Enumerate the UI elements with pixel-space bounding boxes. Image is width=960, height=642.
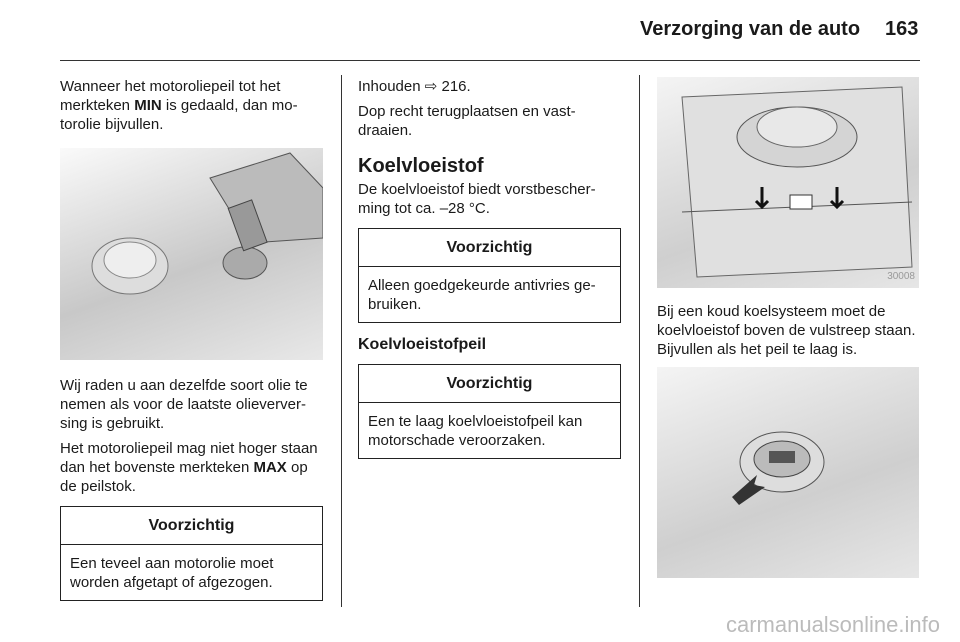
subsection-heading: Koelvloeistofpeil xyxy=(358,336,487,353)
caution-box xyxy=(60,506,323,601)
paragraph: De koelvloeistof biedt vorstbescherming tot ca. –28 °C. xyxy=(358,181,596,217)
paragraph: Wij raden u aan dezelfde soort olie te nemen als voor de laatste olieverversing is gebruikt. xyxy=(60,377,308,432)
paragraph: Wanneer het motoroliepeil tot het merkteken MIN is gedaald, dan motorolie bijvullen. xyxy=(60,78,298,133)
column-divider xyxy=(639,75,640,607)
caution-title: Voorzichtig xyxy=(359,229,620,267)
caution-text: Alleen goedgekeurde antivries gebruiken. xyxy=(368,277,596,313)
arrow-reference-icon[interactable]: ⇨ xyxy=(424,78,438,95)
coolant-filler-illustration xyxy=(657,367,919,578)
caution-text: Een te laag koelvloeistofpeil kan motorschade veroorzaken. xyxy=(368,413,583,449)
caution-box xyxy=(358,364,621,459)
caution-title: Voorzichtig xyxy=(359,365,620,403)
caution-box xyxy=(358,228,621,323)
oil-bottle-icon xyxy=(60,148,323,360)
paragraph: Dop recht terugplaatsen en vastdraaien. xyxy=(358,103,576,139)
coolant-reservoir-illustration xyxy=(657,77,919,288)
image-code: 30008 xyxy=(887,271,915,282)
column-3 xyxy=(657,77,919,578)
paragraph: Bij een koud koelsysteem moet de koelvloeistof boven de vulstreep staan. Bijvullen als het peil te laag is. xyxy=(657,303,916,358)
oil-filling-illustration xyxy=(60,148,323,360)
caution-text: Een teveel aan motorolie moet worden afgetapt of afgezogen. xyxy=(70,555,274,591)
watermark: carmanualsonline.info xyxy=(725,612,940,637)
section-heading: Koelvloeistof xyxy=(358,155,484,177)
column-2 xyxy=(358,77,621,469)
coolant-tank-icon xyxy=(657,77,919,288)
column-divider xyxy=(341,75,342,607)
header-rule xyxy=(60,60,920,61)
page-header-title: Verzorging van de auto xyxy=(640,18,861,40)
page-number: 163 xyxy=(885,18,919,40)
filler-neck-icon xyxy=(657,367,919,578)
column-1 xyxy=(60,77,323,611)
caution-title: Voorzichtig xyxy=(61,507,322,545)
paragraph: Inhouden ⇨ 216. xyxy=(358,78,471,95)
paragraph: Het motoroliepeil mag niet hoger staan dan het bovenste merkteken MAX op de peilstok. xyxy=(60,440,318,495)
